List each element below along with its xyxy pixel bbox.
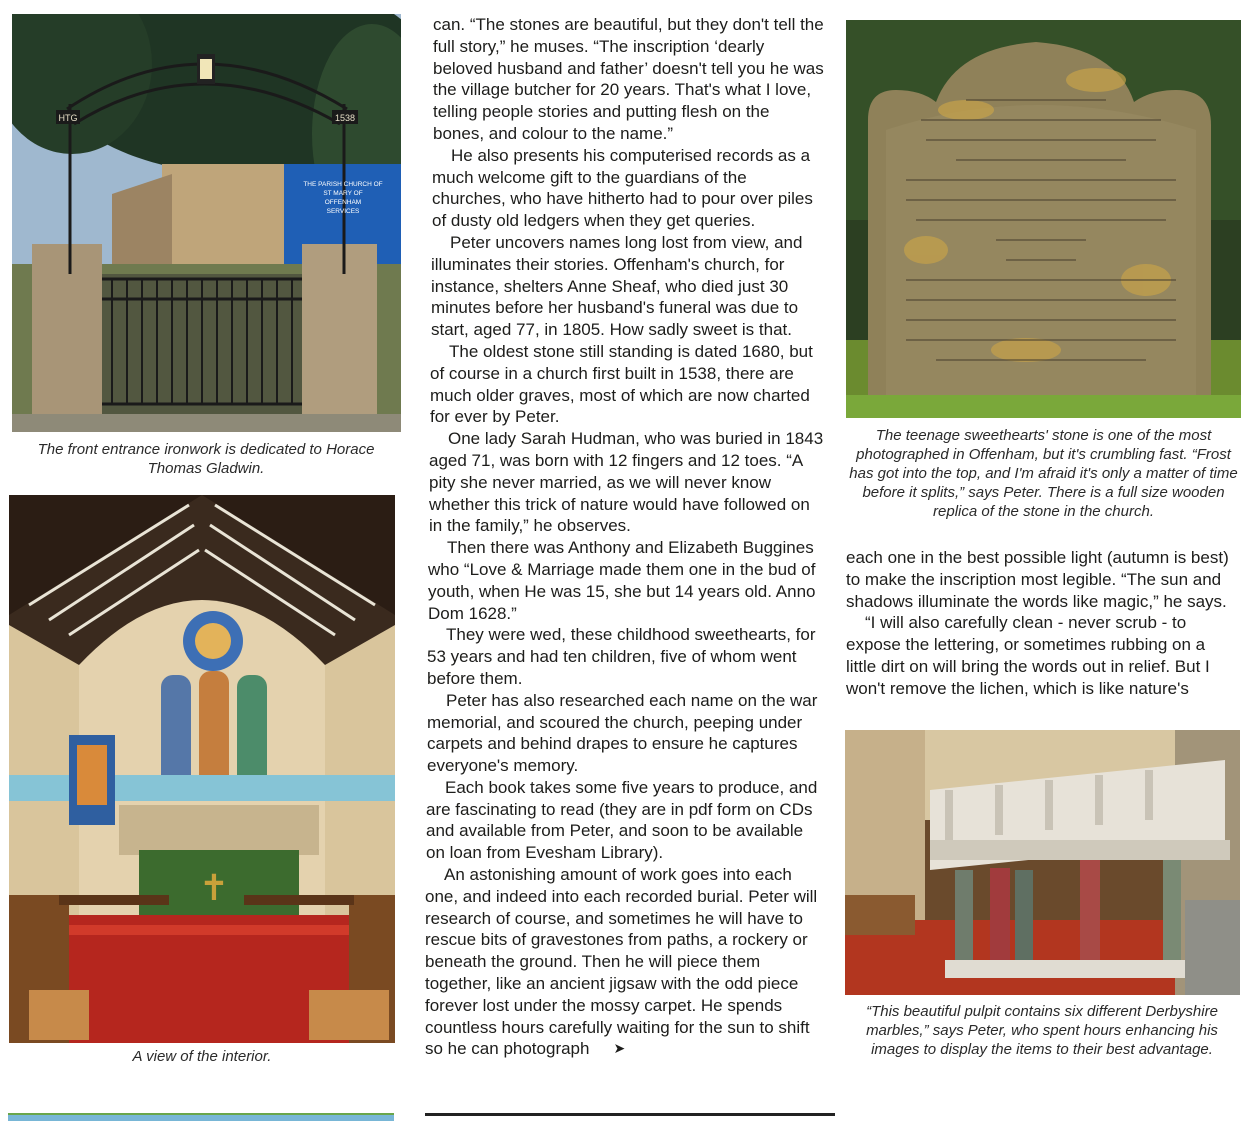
article-paragraph: Each book takes some five years to produce, and are fascinating to read (they are in pdf form on CDs and available from Peter, and soon to be available on loan from Evesham Library). [426, 777, 818, 863]
article-paragraph: The oldest stone still standing is dated 1680, but of course in a church first built in 1538, there are much older graves, most of which are now charted for ever by Peter. [430, 341, 813, 427]
church-sign-line: THE PARISH CHURCH OF [303, 181, 383, 188]
svg-text:✝: ✝ [198, 868, 230, 909]
article-paragraph: Peter has also researched each name on the war memorial, and scoured the church, peeping under carpets and behind drapes to ensure he captures everyone's memory. [427, 690, 818, 776]
church-sign-line: ST MARY OF [323, 190, 363, 197]
gate-photo [12, 14, 401, 432]
article-paragraph: He also presents his computerised records as a much welcome gift to the guardians of the churches, who have hitherto had to pour over piles of dusty old ledgers when they get queries. [432, 145, 813, 231]
article-paragraph: each one in the best possible light (autumn is best) to make the inscription most legible. “The sun and shadows illuminate the words like magic,” he says. [846, 548, 1229, 611]
article-paragraph: Then there was Anthony and Elizabeth Buggines who “Love & Marriage made them one in the bud of youth, when He was 15, she but 14 years old. Anno Dom 1628.” [428, 538, 816, 623]
interior-photo [9, 495, 395, 1043]
article-middle-column [425, 14, 825, 1060]
article-paragraph: “I will also carefully clean - never scrub - to expose the lettering, or sometimes rubbing on a little dirt on will bring the words out in relief. But I won't remove the lichen, which is like nature's [846, 613, 1210, 698]
gravestone-photo [846, 20, 1241, 418]
gravestone-caption: The teenage sweethearts' stone is one of the most photographed in Offenham, but it's crumbling fast. “Frost has got into the top, and I'm afraid it's only a matter of time before it splits,” says Peter. There is a full size wooden replica of the stone in the church. [849, 427, 1238, 520]
pulpit-photo [845, 730, 1240, 995]
gate-inscription-right: 1538 [334, 113, 356, 123]
bottom-rule-left [8, 1113, 394, 1121]
article-paragraph: One lady Sarah Hudman, who was buried in 1843 aged 71, was born with 12 fingers and 12 toes. “A pity she never married, as we will never know whether this trick of nature would have followed on in the family,” he observes. [429, 429, 824, 536]
gate-caption: The front entrance ironwork is dedicated to Horace Thomas Gladwin. [37, 441, 375, 477]
article-paragraph: They were wed, these childhood sweethearts, for 53 years and had ten children, five of whom went before them. [427, 625, 816, 688]
pulpit-caption: “This beautiful pulpit contains six different Derbyshire marbles,” says Peter, who spent hours enhancing his images to display the items to their best advantage. [866, 1003, 1218, 1058]
interior-caption: A view of the interior. [132, 1048, 272, 1065]
church-sign-line: SERVICES [326, 208, 360, 215]
bottom-rule-middle [425, 1113, 835, 1116]
article-paragraph: Peter uncovers names long lost from view, and illuminates their stories. Offenham's church, for instance, shelters Anne Sheaf, who died just 30 minutes before her husband's funeral was due to start, aged 77, in 1805. How sadly sweet is that. [431, 232, 803, 340]
article-paragraph [425, 864, 825, 1060]
gate-inscription-left: HTG [58, 113, 78, 123]
article-right-column [846, 547, 1238, 700]
continue-arrow-icon: ➤ [613, 1040, 626, 1057]
article-paragraph-text: An astonishing amount of work goes into each one, and indeed into each recorded burial. Peter will research of course, and sometimes he will have to rescue bits of gravestones from paths, a rockery or beneath the ground. Then he will piece them together, like an ancient jigsaw with the odd piece forever lost under the mossy carpet. He spends countless hours carefully waiting for the sun to shift so he can photograph [425, 865, 818, 1059]
article-paragraph: can. “The stones are beautiful, but they don't tell the full story,” he muses. “The inscription ‘dearly beloved husband and father’ doesn't tell you he was the village butcher for 20 years. That's what I love, telling people stories and putting flesh on the bones, and colour to the name.” [433, 15, 824, 143]
church-sign-line: OFFENHAM [324, 199, 362, 206]
